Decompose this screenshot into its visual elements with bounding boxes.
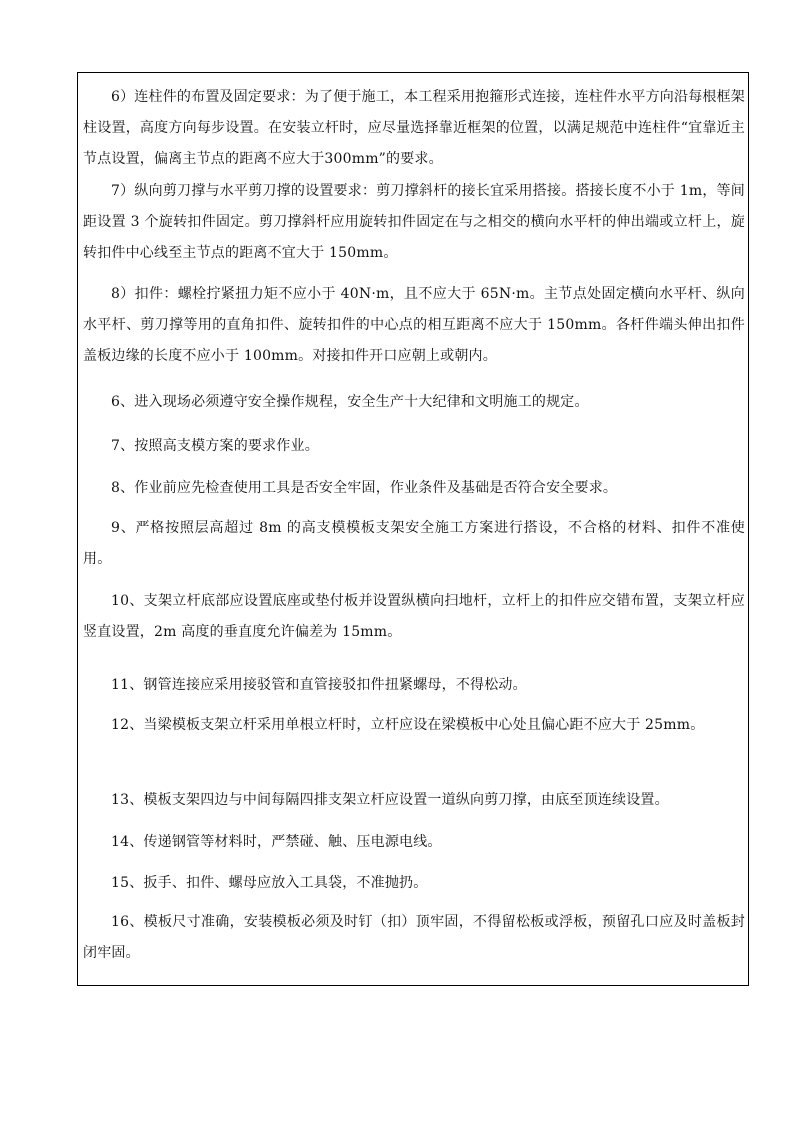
item-16: 16、模板尺寸准确，安装模板必须及时钉（扣）顶牢固，不得留松板或浮板，预留孔口应及时盖板封闭牢固。 (83, 914, 745, 961)
item-13: 13、模板支架四边与中间每隔四排支架立杆应设置一道纵向剪刀撑，由底至顶连续设置。 (111, 792, 669, 808)
item-11: 11、钢管连接应采用接驳管和直管接驳扣件扭紧螺母，不得松动。 (111, 677, 527, 693)
paragraph-8-koujian: 8）扣件：螺栓拧紧扭力矩不应小于 40N·m，且不应大于 65N·m。主节点处固定横向水平杆、纵向水平杆、剪刀撑等用的直角扣件、旋转扣件的中心点的相互距离不应大于 150mm。各杆件端头伸出扣件盖板边缘的长度不应小于 100mm。对接扣件开口应朝上或朝内。 (83, 286, 745, 364)
item-6: 6、进入现场必须遵守安全操作规程，安全生产十大纪律和文明施工的规定。 (111, 394, 589, 410)
paragraph-7-jiandaocheng: 7）纵向剪刀撑与水平剪刀撑的设置要求：剪刀撑斜杆的接长宜采用搭接。搭接长度不小于 1m，等间距设置 3 个旋转扣件固定。剪刀撑斜杆应用旋转扣件固定在与之相交的横向水平杆的伸出端或立杆上，旋转扣件中心线至主节点的距离不宜大于 150mm。 (83, 183, 745, 261)
item-15: 15、扳手、扣件、螺母应放入工具袋，不准抛扔。 (111, 875, 428, 891)
paragraph-6-lianzhujian: 6）连柱件的布置及固定要求：为了便于施工，本工程采用抱箍形式连接，连柱件水平方向沿每根框架柱设置，高度方向每步设置。在安装立杆时，应尽量选择靠近框架的位置，以满足规范中连柱件“宜靠近主节点设置，偏离主节点的距离不应大于300mm”的要求。 (83, 89, 745, 167)
content-frame (77, 72, 749, 986)
item-8: 8、作业前应先检查使用工具是否安全牢固，作业条件及基础是否符合安全要求。 (111, 480, 618, 496)
item-10: 10、支架立杆底部应设置底座或垫付板并设置纵横向扫地杆，立杆上的扣件应交错布置，支架立杆应竖直设置，2m 高度的垂直度允许偏差为 15mm。 (83, 593, 745, 640)
item-7: 7、按照高支模方案的要求作业。 (111, 438, 319, 454)
item-12: 12、当梁模板支架立杆采用单根立杆时，立杆应设在梁模板中心处且偏心距不应大于 25mm。 (111, 717, 705, 733)
item-9: 9、严格按照层高超过 8m 的高支模模板支架安全施工方案进行搭设，不合格的材料、扣件不准使用。 (83, 520, 745, 567)
item-14: 14、传递钢管等材料时，严禁碰、触、压电源电线。 (111, 834, 442, 850)
